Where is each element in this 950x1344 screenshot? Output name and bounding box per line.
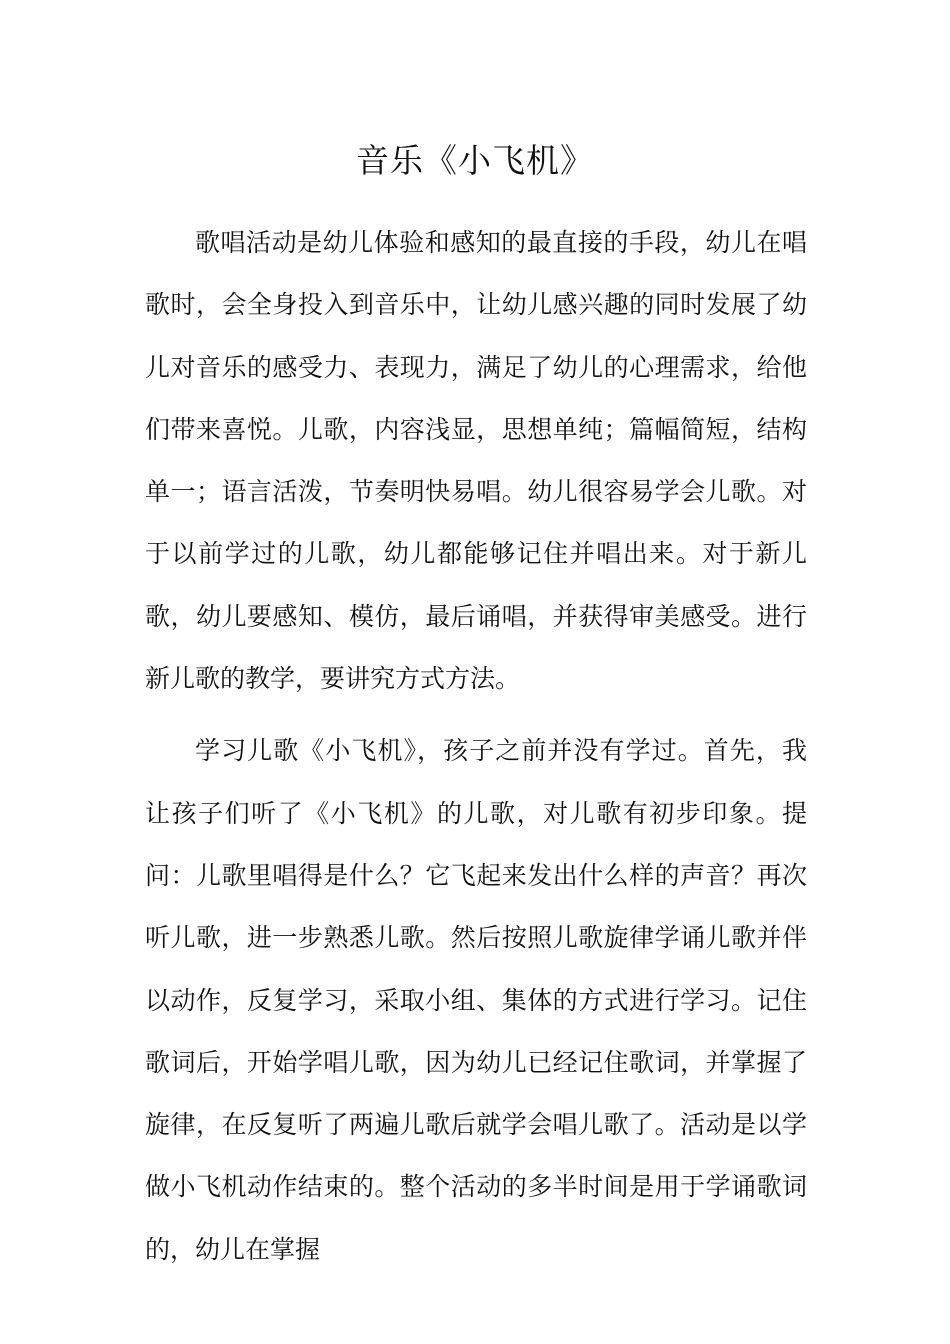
page-title: 音乐《小飞机》 [356,141,594,180]
paragraph-1: 歌唱活动是幼儿体验和感知的最直接的手段，幼儿在唱歌时，会全身投入到音乐中，让幼儿感兴趣的同时发展了幼儿对音乐的感受力、表现力，满足了幼儿的心理需求，给他们带来喜悦。儿歌，内容浅显，思想单纯；篇幅简短，结构单一；语言活泼，节奏明快易唱。幼儿很容易学会儿歌。对于以前学过的儿歌，幼儿都能够记住并唱出来。对于新儿歌，幼儿要感知、模仿，最后诵唱，并获得审美感受。进行新儿歌的教学，要讲究方式方法。 [145,228,807,694]
paragraph-2: 学习儿歌《小飞机》，孩子之前并没有学过。首先，我让孩子们听了《小飞机》的儿歌，对儿歌有初步印象。提问：儿歌里唱得是什么？它飞起来发出什么样的声音？再次听儿歌，进一步熟悉儿歌。然后按照儿歌旋律学诵儿歌并伴以动作，反复学习，采取小组、集体的方式进行学习。记住歌词后，开始学唱儿歌，因为幼儿已经记住歌词，并掌握了旋律，在反复听了两遍儿歌后就学会唱儿歌了。活动是以学做小飞机动作结束的。整个活动的多半时间是用于学诵歌词的，幼儿在掌握 [145,736,807,1264]
document-body [145,212,807,1281]
